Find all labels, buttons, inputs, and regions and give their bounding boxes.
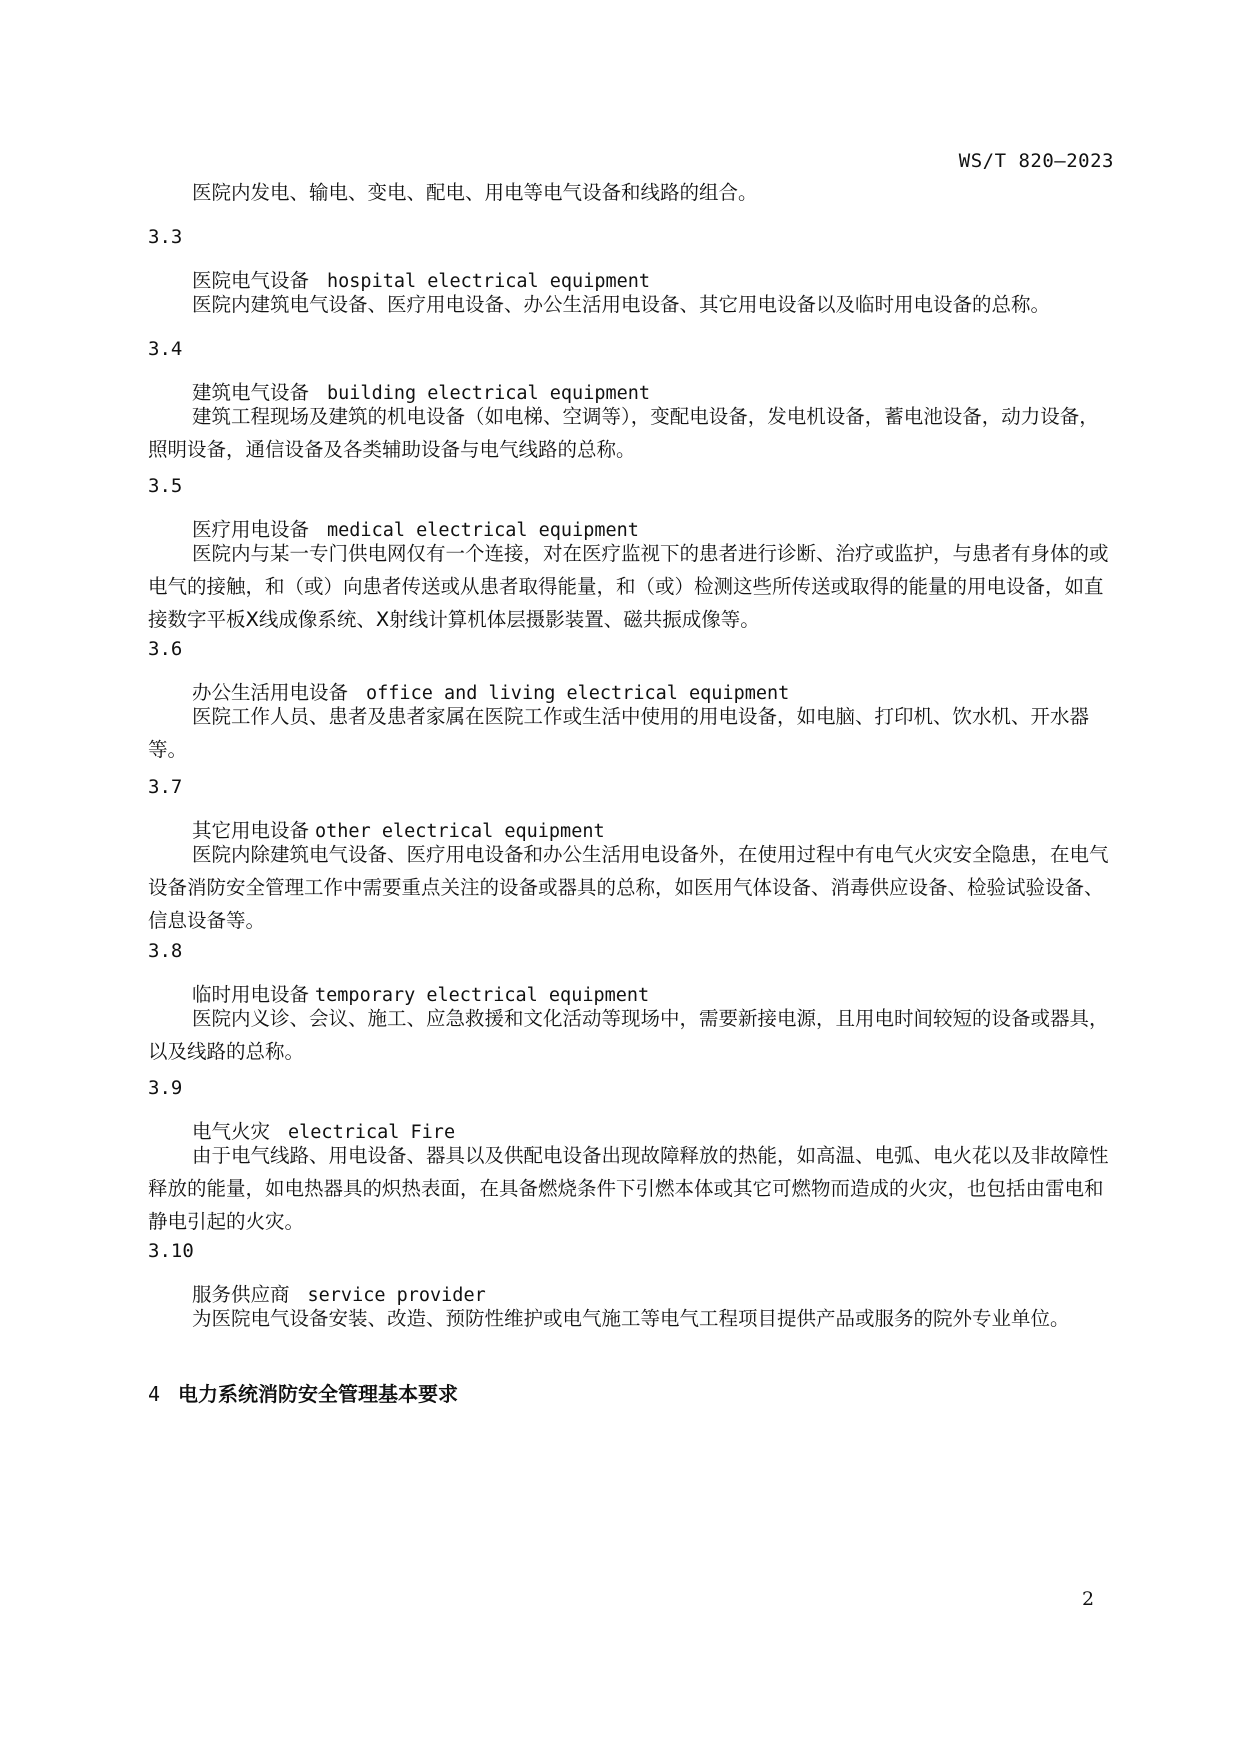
section-title: 电力系统消防安全管理基本要求 xyxy=(178,1382,459,1406)
term-en: service provider xyxy=(307,1285,486,1306)
term-definition: 医院内除建筑电气设备、医疗用电设备和办公生活用电设备外，在使用过程中有电气火灾安全隐患，在电气设备消防安全管理工作中需要重点关注的设备或器具的总称，如医用气体设备、消毒供应设备、检验试验设备、信息设备等。 xyxy=(148,843,1109,932)
term-zh: 建筑电气设备 xyxy=(192,381,310,404)
term-en: electrical Fire xyxy=(288,1122,456,1143)
term-en: hospital electrical equipment xyxy=(327,271,651,292)
term-definition: 建筑工程现场及建筑的机电设备（如电梯、空调等），变配电设备，发电机设备，蓄电池设备，动力设备，照明设备，通信设备及各类辅助设备与电气线路的总称。 xyxy=(148,405,1099,461)
term-zh: 电气火灾 xyxy=(192,1120,271,1143)
term-definition: 为医院电气设备安装、改造、预防性维护或电气施工等电气工程项目提供产品或服务的院外专业单位。 xyxy=(192,1307,1070,1330)
term-definition: 医院内与某一专门供电网仅有一个连接，对在医疗监视下的患者进行诊断、治疗或监护，与患者有身体的或电气的接触，和（或）向患者传送或从患者取得能量，和（或）检测这些所传送或取得的能量的用电设备，如直接数字平板X线成像系统、X射线计算机体层摄影装置、磁共振成像等。 xyxy=(148,542,1109,631)
clause-number: 3.6 xyxy=(148,638,183,660)
clause-number: 3.7 xyxy=(148,776,183,798)
section-number: 4 xyxy=(148,1382,161,1406)
section-heading xyxy=(148,1378,458,1407)
term-en: medical electrical equipment xyxy=(327,520,639,541)
term-zh: 医院电气设备 xyxy=(192,269,310,292)
clause-number: 3.10 xyxy=(148,1240,194,1262)
term-definition: 医院工作人员、患者及患者家属在医院工作或生活中使用的用电设备，如电脑、打印机、饮水机、开水器等。 xyxy=(148,705,1090,761)
term-en: office and living electrical equipment xyxy=(366,683,790,704)
term-zh: 服务供应商 xyxy=(192,1283,290,1306)
term-definition: 由于电气线路、用电设备、器具以及供配电设备出现故障释放的热能，如高温、电弧、电火花以及非故障性释放的能量，如电热器具的炽热表面，在具备燃烧条件下引燃本体或其它可燃物而造成的火灾，也包括由雷电和静电引起的火灾。 xyxy=(148,1144,1109,1233)
term-definition: 医院内建筑电气设备、医疗用电设备、办公生活用电设备、其它用电设备以及临时用电设备的总称。 xyxy=(192,293,1051,316)
term-zh: 临时用电设备 xyxy=(192,983,310,1006)
term-en: other electrical equipment xyxy=(315,821,605,842)
clause-number: 3.4 xyxy=(148,338,183,360)
clause-number: 3.5 xyxy=(148,475,183,497)
page-number: 2 xyxy=(1082,1588,1095,1610)
term-zh: 办公生活用电设备 xyxy=(192,681,349,704)
term-definition: 医院内义诊、会议、施工、应急救援和文化活动等现场中，需要新接电源，且用电时间较短的设备或器具，以及线路的总称。 xyxy=(148,1007,1109,1063)
clause-number: 3.8 xyxy=(148,940,183,962)
intro-paragraph: 医院内发电、输电、变电、配电、用电等电气设备和线路的组合。 xyxy=(192,181,758,204)
term-zh: 其它用电设备 xyxy=(192,819,310,842)
term-en: building electrical equipment xyxy=(327,383,651,404)
term-en: temporary electrical equipment xyxy=(315,985,650,1006)
clause-number: 3.9 xyxy=(148,1077,183,1099)
clause-number: 3.3 xyxy=(148,226,183,248)
standard-code: WS/T 820—2023 xyxy=(958,150,1114,172)
term-zh: 医疗用电设备 xyxy=(192,518,310,541)
